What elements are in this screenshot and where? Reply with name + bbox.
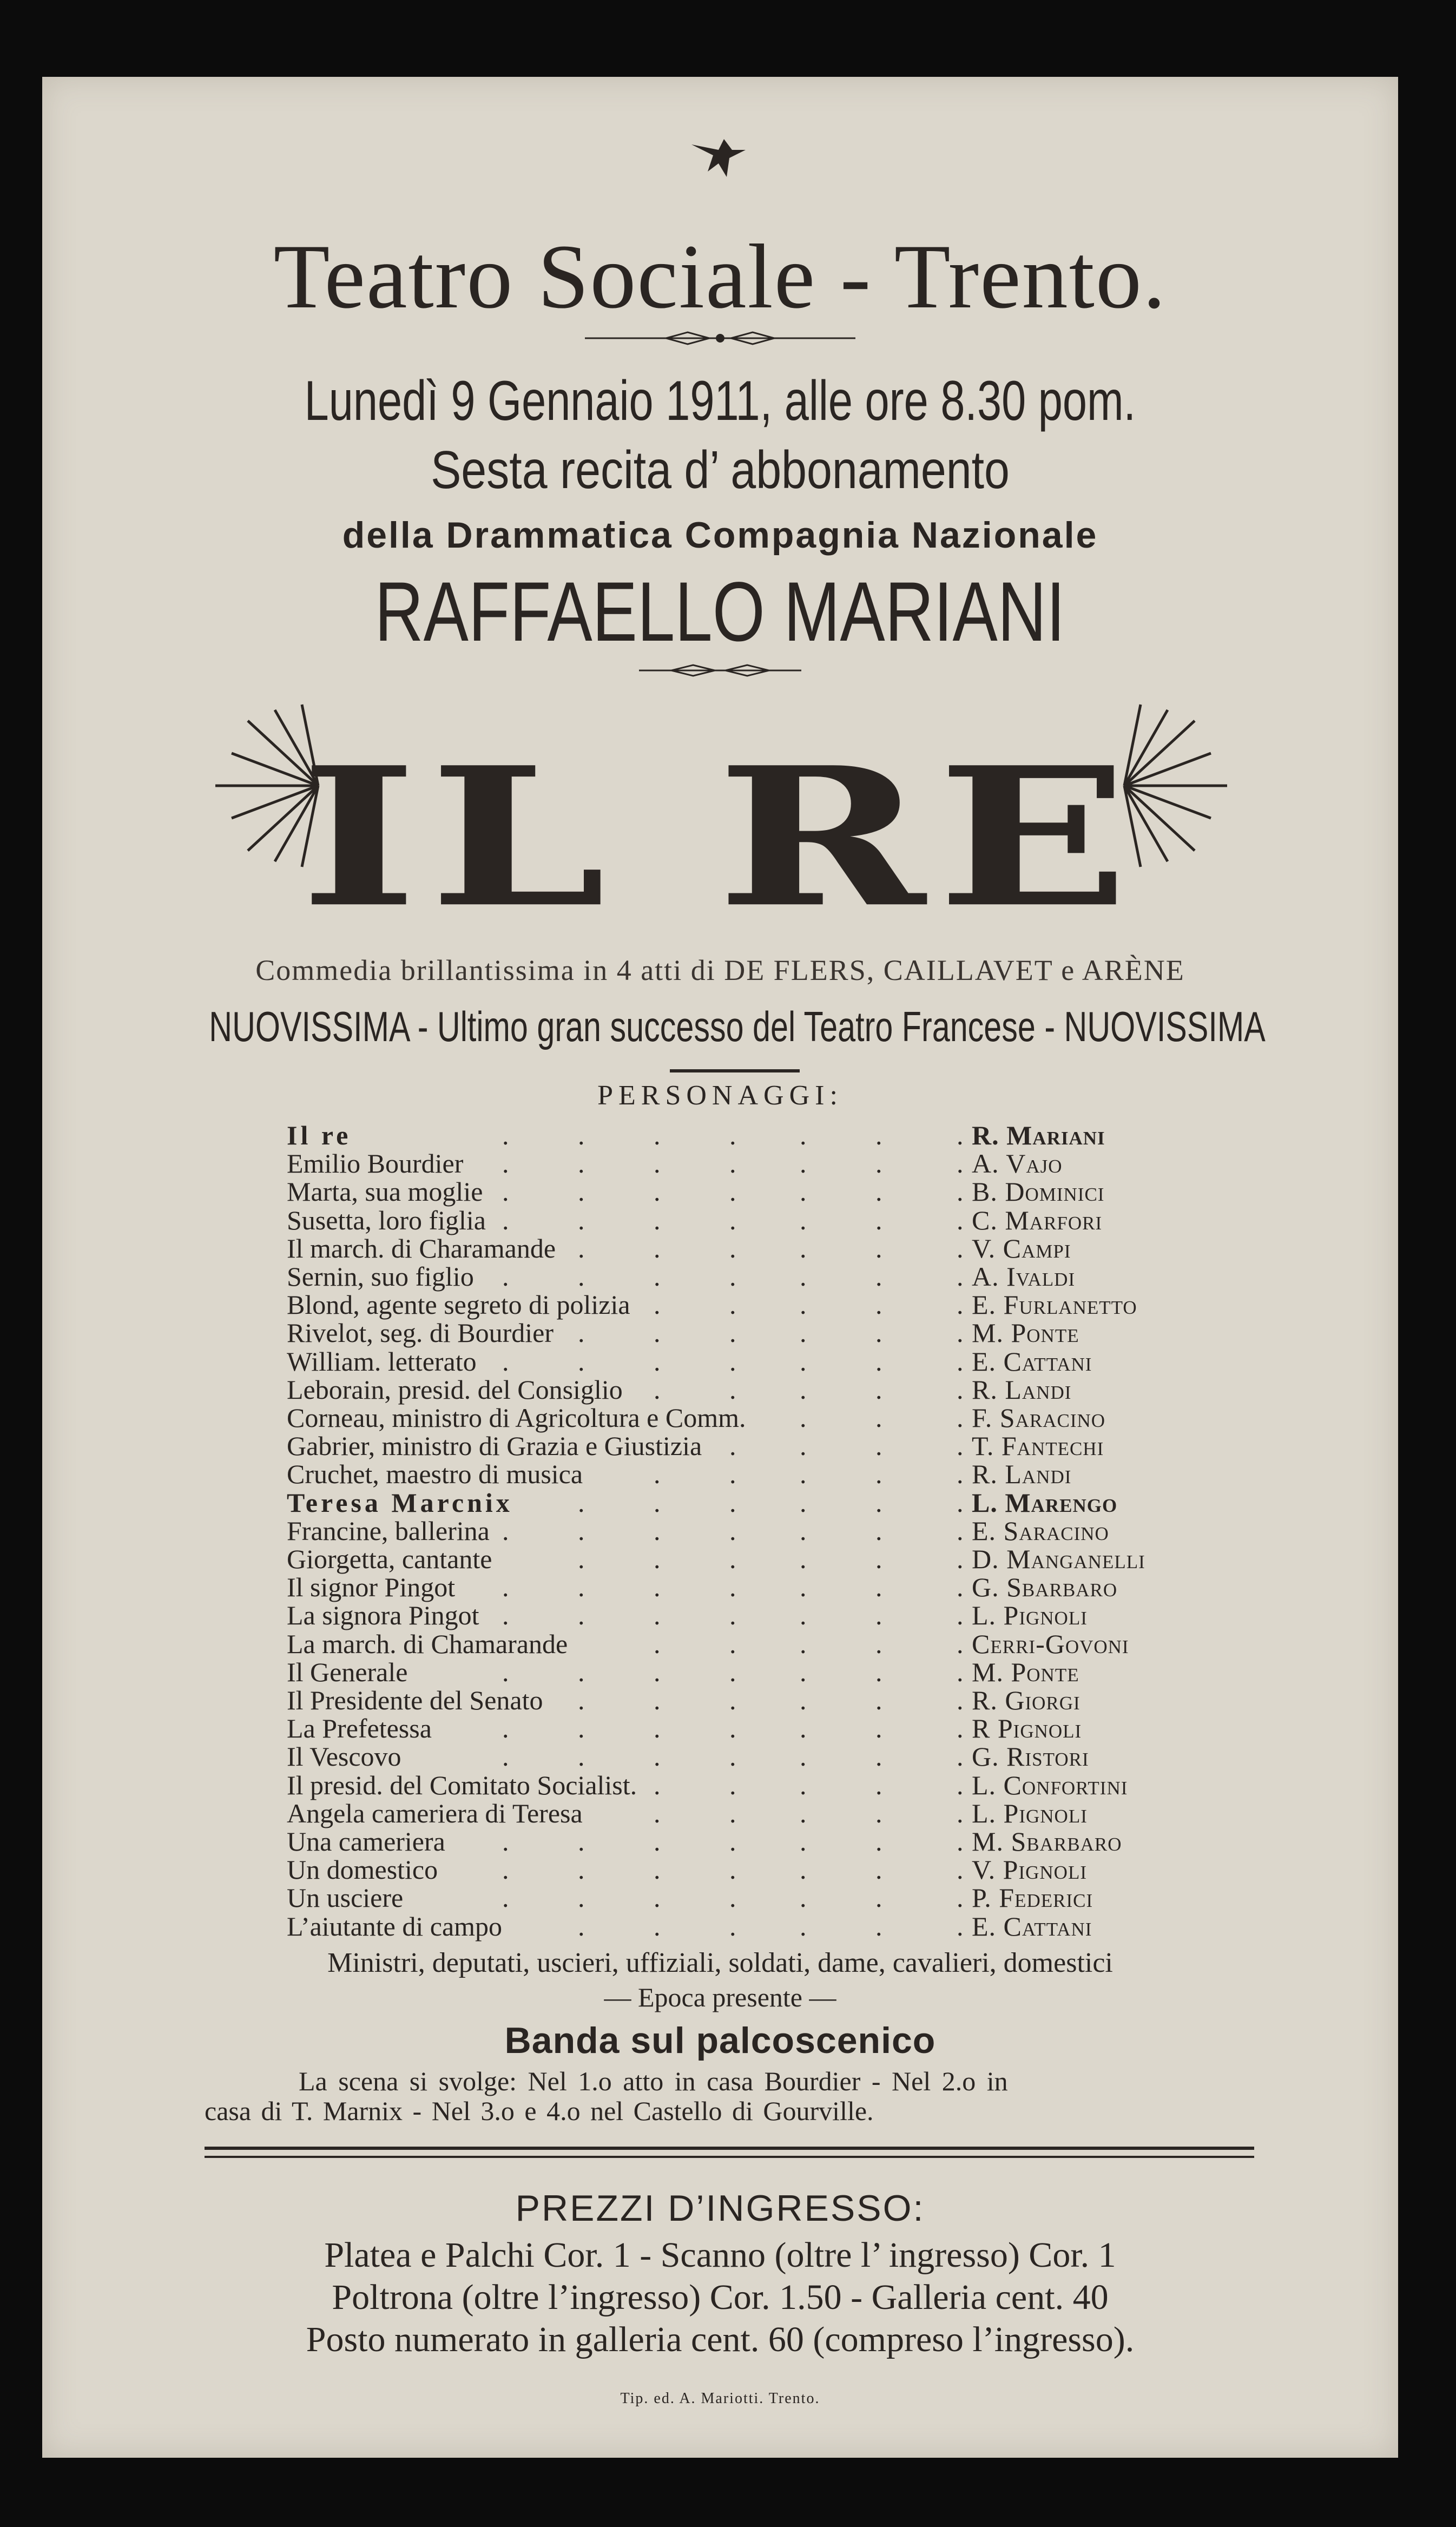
cast-row: Sernin, suo figlio . . . . . . . A. Ivaldi <box>287 1261 1076 1292</box>
cast-actor: Cerri-Govoni <box>972 1628 1129 1659</box>
cast-row: Il signor Pingot . . . . . . . G. Sbarbaro <box>287 1572 1118 1603</box>
cast-actor: G. Ristori <box>972 1741 1089 1772</box>
cast-row: Giorgetta, cantante . . . . . . D. Manganelli <box>287 1544 1145 1574</box>
company-name: RAFFAELLO MARIANI <box>374 565 1066 659</box>
cast-row: Emilio Bourdier . . . . . . . A. Vajo <box>287 1148 1063 1179</box>
cast-role: La Prefetessa <box>287 1713 432 1744</box>
cast-role: Un usciere <box>287 1883 404 1913</box>
divider-short <box>670 1069 800 1072</box>
band-line: Banda sul palcoscenico <box>504 2020 936 2061</box>
flourish-rule-1-icon <box>585 330 855 346</box>
cast-row: Rivelot, seg. di Bourdier . . . . . . M. Ponte <box>287 1318 1079 1348</box>
cast-role: Il Generale <box>287 1656 408 1687</box>
cast-row: Una cameriera . . . . . . . M. Sbarbaro <box>287 1826 1122 1857</box>
cast-row: Il Vescovo . . . . . . . G. Ristori <box>287 1741 1089 1772</box>
cast-actor: D. Manganelli <box>972 1544 1145 1574</box>
cast-actor: V. Pignoli <box>972 1854 1087 1885</box>
extras-line: Ministri, deputati, uscieri, uffiziali, soldati, dame, cavalieri, domestici <box>327 1947 1113 1978</box>
cast-role: La signora Pingot <box>287 1600 479 1631</box>
play-subtitle: Commedia brillantissima in 4 atti di DE FLERS, CAILLAVET e ARÈNE <box>255 954 1185 986</box>
cast-role: Giorgetta, cantante <box>287 1544 492 1574</box>
cast-row: Gabrier, ministro di Grazia e Giustizia . . . . T. Fantechi <box>287 1431 1104 1462</box>
cast-role: Il signor Pingot <box>287 1572 456 1603</box>
cast-actor: V. Campi <box>972 1233 1071 1264</box>
cast-row: Blond, agente segreto di polizia . . . . . E. Furlanetto <box>287 1289 1137 1320</box>
cast-row: Il Generale . . . . . . . M. Ponte <box>287 1656 1079 1687</box>
cast-role: Leborain, presid. del Consiglio <box>287 1374 623 1405</box>
cast-role: Emilio Bourdier <box>287 1148 464 1179</box>
cast-role: Rivelot, seg. di Bourdier <box>287 1318 554 1348</box>
top-ornament-icon <box>686 134 756 182</box>
cast-role: William. letterato <box>287 1346 477 1377</box>
cast-row: Susetta, loro figlia . . . . . . . C. Marfori <box>287 1205 1103 1235</box>
cast-actor: R. Giorgi <box>972 1685 1081 1715</box>
theatre-name: Teatro Sociale - Trento. <box>273 226 1167 327</box>
flourish-rule-2-icon <box>639 662 801 679</box>
cast-actor: T. Fantechi <box>972 1431 1104 1462</box>
cast-actor: E. Saracino <box>972 1515 1109 1546</box>
cast-row: Leborain, presid. del Consiglio . . . . . R. Landi <box>287 1374 1072 1405</box>
cast-role: Marta, sua moglie <box>287 1176 483 1207</box>
cast-role: Il Vescovo <box>287 1741 401 1772</box>
cast-row: Angela cameriera di Teresa . . . . . L. Pignoli <box>287 1798 1088 1828</box>
cast-actor: P. Federici <box>972 1883 1093 1913</box>
cast-actor: F. Saracino <box>972 1403 1106 1433</box>
cast-row: La march. di Chamarande . . . . . Cerri-Govoni <box>287 1628 1129 1659</box>
cast-role: Il Presidente del Senato <box>287 1685 543 1715</box>
cast-row: Un domestico . . . . . . . V. Pignoli <box>287 1854 1087 1885</box>
cast-actor: M. Ponte <box>972 1318 1079 1348</box>
cast-actor: R. Landi <box>972 1459 1072 1490</box>
cast-row: Il presid. del Comitato Socialist. . . . . . L. Confortini <box>287 1769 1128 1800</box>
cast-actor: R Pignoli <box>972 1713 1082 1744</box>
cast-row: Cruchet, maestro di musica . . . . . R. Landi <box>287 1459 1072 1490</box>
cast-role: Susetta, loro figlia <box>287 1205 486 1235</box>
scene-line-1: La scena si svolge: Nel 1.o atto in casa Bourdier - Nel 2.o in <box>299 2066 1008 2096</box>
cast-role: Gabrier, ministro di Grazia e Giustizia <box>287 1431 702 1462</box>
cast-row: Marta, sua moglie . . . . . . . B. Dominici <box>287 1176 1105 1207</box>
cast-role: Il re <box>287 1120 352 1150</box>
cast-actor: L. Pignoli <box>972 1798 1088 1828</box>
cast-row: La signora Pingot . . . . . . . L. Pignoli <box>287 1600 1088 1631</box>
price-line-3: Posto numerato in galleria cent. 60 (compreso l’ingresso). <box>306 2320 1135 2359</box>
cast-role: Blond, agente segreto di polizia <box>287 1289 630 1320</box>
cast-row: L’aiutante di campo . . . . . . E. Cattani <box>287 1911 1092 1942</box>
cast-row: Un usciere . . . . . . . P. Federici <box>287 1883 1093 1913</box>
prices-heading: PREZZI D’INGRESSO: <box>515 2188 925 2229</box>
double-rule-bottom <box>205 2156 1254 2158</box>
cast-role: Il presid. del Comitato Socialist. <box>287 1769 637 1800</box>
cast-row: Francine, ballerina . . . . . . . E. Saracino <box>287 1515 1109 1546</box>
cast-row: Corneau, ministro di Agricoltura e Comm. . . . F. Saracino <box>287 1403 1106 1433</box>
company-line: della Drammatica Compagnia Nazionale <box>342 515 1098 556</box>
price-line-1: Platea e Palchi Cor. 1 - Scanno (oltre l’ ingresso) Cor. 1 <box>324 2235 1116 2275</box>
cast-actor: R. Mariani <box>972 1120 1105 1150</box>
cast-actor: L. Confortini <box>972 1769 1128 1800</box>
cast-row: William. letterato . . . . . . . E. Cattani <box>287 1346 1092 1377</box>
cast-heading: PERSONAGGI: <box>597 1080 843 1111</box>
cast-actor: M. Sbarbaro <box>972 1826 1122 1857</box>
price-line-2: Poltrona (oltre l’ingresso) Cor. 1.50 - Galleria cent. 40 <box>332 2278 1109 2317</box>
epoch-line: — Epoca presente — <box>604 1982 836 2012</box>
cast-role: Cruchet, maestro di musica <box>287 1459 583 1490</box>
cast-row: Il Presidente del Senato . . . . . . R. Giorgi <box>287 1685 1081 1715</box>
cast-role: L’aiutante di campo <box>287 1911 503 1942</box>
cast-role: Teresa Marcnix <box>287 1487 513 1518</box>
printer-credit: Tip. ed. A. Mariotti. Trento. <box>620 2390 820 2407</box>
scene-line-2: casa di T. Marnix - Nel 3.o e 4.o nel Castello di Gourville. <box>205 2096 874 2126</box>
cast-row: La Prefetessa . . . . . . . R Pignoli <box>287 1713 1082 1744</box>
cast-role: Francine, ballerina <box>287 1515 490 1546</box>
play-title: IL RE <box>300 725 1141 950</box>
cast-role: La march. di Chamarande <box>287 1628 568 1659</box>
cast-role: Angela cameriera di Teresa <box>287 1798 583 1828</box>
cast-actor: E. Cattani <box>972 1911 1092 1942</box>
cast-role: Un domestico <box>287 1854 438 1885</box>
cast-actor: L. Pignoli <box>972 1600 1088 1631</box>
cast-actor: E. Cattani <box>972 1346 1092 1377</box>
cast-actor: R. Landi <box>972 1374 1072 1405</box>
right-fan-ornament-icon <box>1119 705 1227 867</box>
cast-actor: A. Ivaldi <box>972 1261 1076 1292</box>
poster-sheet <box>42 77 1398 2458</box>
cast-row: Teresa Marcnix . . . . . . L. Marengo <box>287 1487 1118 1518</box>
double-rule-top <box>205 2147 1254 2150</box>
cast-actor: B. Dominici <box>972 1176 1105 1207</box>
cast-role: Sernin, suo figlio <box>287 1261 474 1292</box>
cast-actor: G. Sbarbaro <box>972 1572 1118 1603</box>
cast-role: Corneau, ministro di Agricoltura e Comm. <box>287 1403 746 1433</box>
novelty-line: NUOVISSIMA - Ultimo gran successo del Teatro Francese - NUOVISSIMA <box>209 1003 1266 1050</box>
cast-actor: C. Marfori <box>972 1205 1103 1235</box>
subscription-line: Sesta recita d’ abbonamento <box>431 440 1010 499</box>
cast-actor: E. Furlanetto <box>972 1289 1137 1320</box>
performance-date: Lunedì 9 Gennaio 1911, alle ore 8.30 pom. <box>304 370 1136 432</box>
cast-actor: M. Ponte <box>972 1656 1079 1687</box>
cast-row: Il re . . . . . . . R. Mariani <box>287 1120 1105 1150</box>
cast-role: Una cameriera <box>287 1826 445 1857</box>
cast-actor: L. Marengo <box>972 1487 1118 1518</box>
cast-row: Il march. di Charamande . . . . . . V. Campi <box>287 1233 1071 1264</box>
cast-role: Il march. di Charamande <box>287 1233 556 1264</box>
cast-actor: A. Vajo <box>972 1148 1063 1179</box>
